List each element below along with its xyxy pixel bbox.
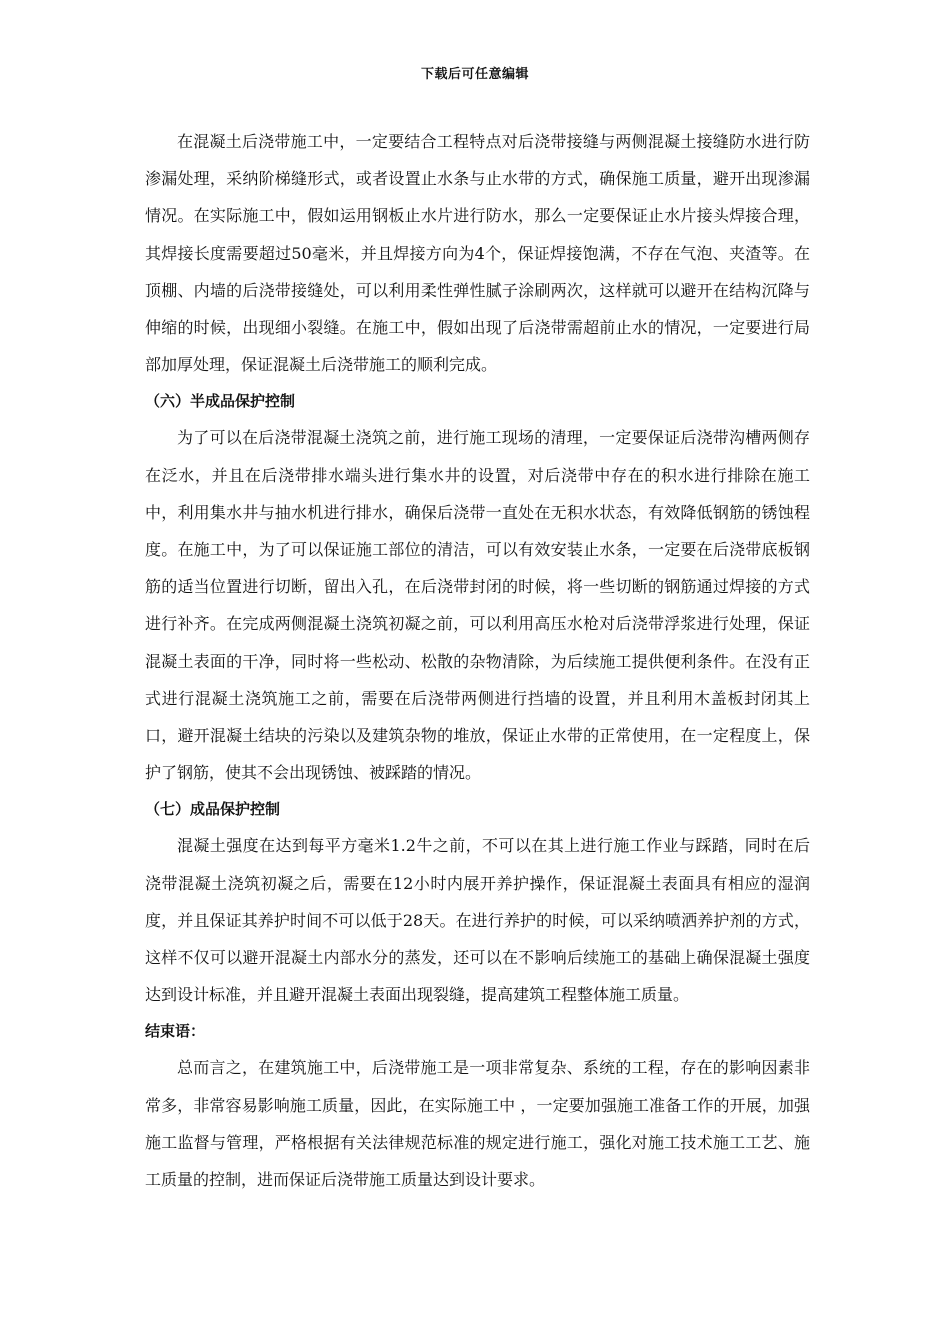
conclusion-heading: 结束语： — [145, 1022, 206, 1041]
section-heading-6: （六）半成品保护控制 — [145, 392, 296, 411]
page-header: 下载后可任意编辑 — [420, 67, 529, 82]
conclusion-paragraph: 总而言之，在建筑施工中，后浇带施工是一项非常复杂、系统的工程，存在的影响因素非常多，非常容易影响施工质量，因此，在实际施工中 ，一定要加强施工准备工作的开展，加强施工监督与管理，严格根据有关法律规范标准的规定进行施工，强化对施工技术施工工艺、施工质量的控制，进而保证后浇带施工质量达到设计要求。 — [145, 1058, 810, 1190]
section-paragraph-7: 混凝土强度在达到每平方毫米1.2牛之前，不可以在其上进行施工作业与踩踏，同时在后浇带混凝土浇筑初凝之后，需要在12小时内展开养护操作，保证混凝土表面具有相应的湿润度，并且保证其养护时间不可以低于28天。在进行养护的时候，可以采纳喷洒养护剂的方式，这样不仅可以避开混凝土内部水分的蒸发，还可以在不影响后续施工的基础上确保混凝土强度达到设计标准，并且避开混凝土表面出现裂缝，提高建筑工程整体施工质量。 — [145, 836, 810, 1005]
section-paragraph-6: 为了可以在后浇带混凝土浇筑之前，进行施工现场的清理，一定要保证后浇带沟槽两侧存在泛水，并且在后浇带排水端头进行集水井的设置，对后浇带中存在的积水进行排除在施工中，利用集水井与抽水机进行排水，确保后浇带一直处在无积水状态，有效降低钢筋的锈蚀程度。在施工中，为了可以保证施工部位的清洁，可以有效安装止水条，一定要在后浇带底板钢筋的适当位置进行切断，留出入孔，在后浇带封闭的时候，将一些切断的钢筋通过焊接的方式进行补齐。在完成两侧混凝土浇筑初凝之前，可以利用高压水枪对后浇带浮浆进行处理，保证混凝土表面的干净，同时将一些松动、松散的杂物清除，为后续施工提供便利条件。在没有正式进行混凝土浇筑施工之前，需要在后浇带两侧进行挡墙的设置，并且利用木盖板封闭其上口，避开混凝土结块的污染以及建筑杂物的堆放，保证止水带的正常使用，在一定程度上，保护了钢筋，使其不会出现锈蚀、被踩踏的情况。 — [145, 428, 810, 783]
intro-paragraph: 在混凝土后浇带施工中，一定要结合工程特点对后浇带接缝与两侧混凝土接缝防水进行防渗漏处理，采纳阶梯缝形式，或者设置止水条与止水带的方式，确保施工质量，避开出现渗漏情况。在实际施工中，假如运用钢板止水片进行防水，那么一定要保证止水片接头焊接合理，其焊接长度需要超过50毫米，并且焊接方向为4个，保证焊接饱满，不存在气泡、夹渣等。在顶棚、内墙的后浇带接缝处，可以利用柔性弹性腻子涂刷两次，这样就可以避开在结构沉降与伸缩的时候，出现细小裂缝。在施工中，假如出现了后浇带需超前止水的情况，一定要进行局部加厚处理，保证混凝土后浇带施工的顺利完成。 — [145, 132, 810, 375]
document-body — [145, 123, 810, 1198]
section-heading-7: （七）成品保护控制 — [145, 800, 281, 819]
